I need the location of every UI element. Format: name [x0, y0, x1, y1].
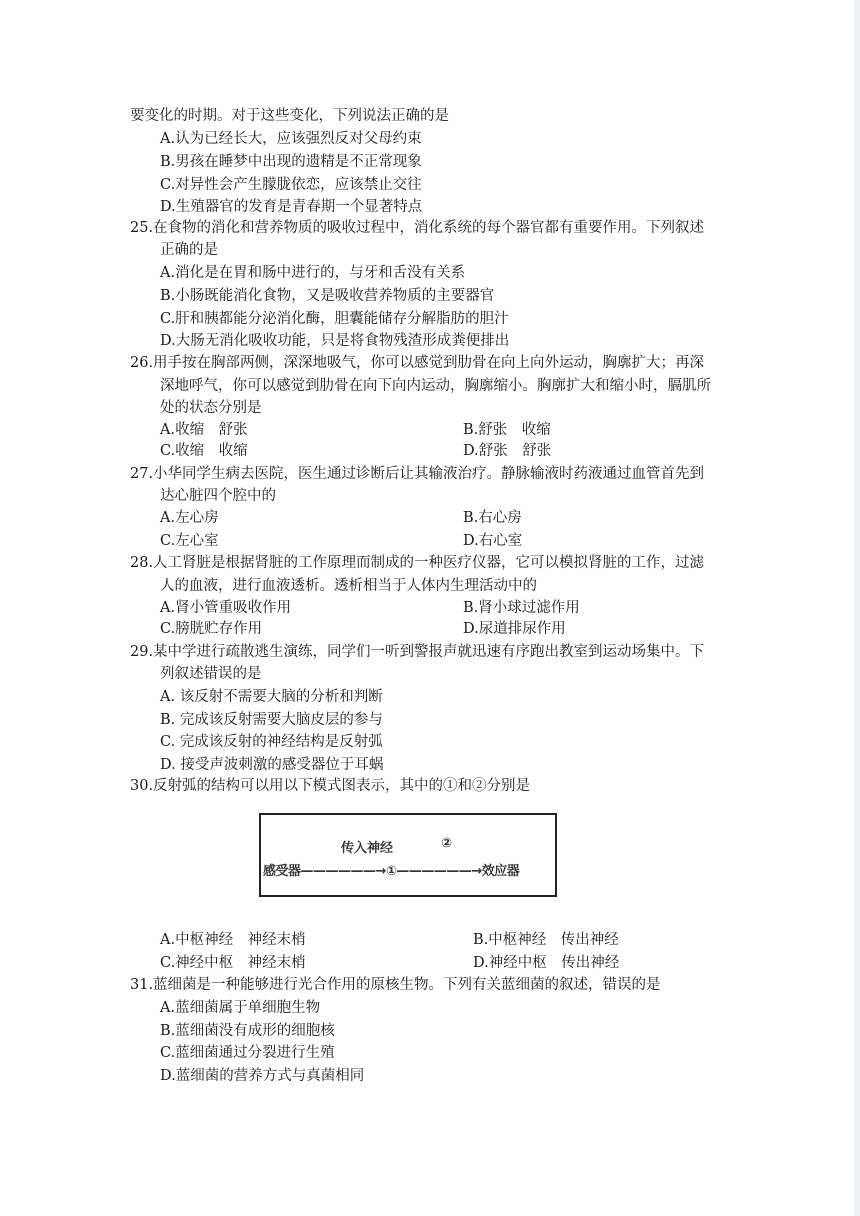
q25-stem: 25.在食物的消化和营养物质的吸收过程中，消化系统的每个器官都有重要作用。下列叙述: [130, 220, 705, 236]
q31-stem: 31.蓝细菌是一种能够进行光合作用的原核生物。下列有关蓝细菌的叙述，错误的是: [130, 977, 661, 993]
q24-option-d: D.生殖器官的发育是青春期一个显著特点: [160, 199, 423, 215]
q29-option-d: D. 接受声波刺激的感受器位于耳蜗: [160, 757, 384, 773]
q24-option-c: C.对异性会产生朦胧依恋，应该禁止交往: [160, 177, 422, 193]
reflex-arc-diagram: [259, 813, 557, 897]
q29-option-b: B. 完成该反射需要大脑皮层的参与: [160, 712, 383, 728]
page-edge-shadow: [854, 0, 860, 1216]
q28-option-c: C.膀胱贮存作用: [160, 621, 263, 637]
q29-option-c: C. 完成该反射的神经结构是反射弧: [160, 734, 383, 750]
q27-option-b: B.右心房: [463, 510, 522, 526]
q26-option-c: C.收缩 收缩: [160, 443, 248, 459]
q24-stem-cont: 要变化的时期。对于这些变化，下列说法正确的是: [130, 108, 449, 124]
q31-option-d: D.蓝细菌的营养方式与真菌相同: [160, 1068, 365, 1084]
q31-option-a: A.蓝细菌属于单细胞生物: [160, 1000, 321, 1016]
q30-option-b: B.中枢神经 传出神经: [473, 932, 619, 948]
q30-option-d: D.神经中枢 传出神经: [473, 955, 620, 971]
q28-stem-cont: 人的血液，进行血液透析。透析相当于人体内生理活动中的: [160, 578, 537, 594]
q28-option-b: B.肾小球过滤作用: [463, 600, 580, 616]
q26-stem-cont-2: 处的状态分别是: [160, 400, 262, 416]
q30-stem: 30.反射弧的结构可以用以下模式图表示，其中的①和②分别是: [130, 778, 531, 794]
q27-stem: 27.小华同学生病去医院，医生通过诊断后让其输液治疗。静脉输液时药液通过血管首先到: [130, 466, 705, 482]
q30-option-a: A.中枢神经 神经末梢: [160, 932, 306, 948]
q27-option-a: A.左心房: [160, 510, 219, 526]
q25-option-b: B.小肠既能消化食物，又是吸收营养物质的主要器官: [160, 288, 495, 304]
q27-stem-cont: 达心脏四个腔中的: [160, 488, 276, 504]
q24-option-b: B.男孩在睡梦中出现的遗精是不正常现象: [160, 154, 422, 170]
q31-option-c: C.蓝细菌通过分裂进行生殖: [160, 1045, 335, 1061]
q28-option-d: D.尿道排尿作用: [463, 621, 566, 637]
afferent-nerve-label: 传入神经: [341, 841, 394, 856]
q25-option-d: D.大肠无消化吸收功能，只是将食物残渣形成粪便排出: [160, 333, 510, 349]
q26-option-b: B.舒张 收缩: [463, 422, 551, 438]
q26-stem: 26.用手按在胸部两侧，深深地吸气，你可以感觉到肋骨在向上向外运动，胸廓扩大；再深: [130, 355, 705, 371]
reflex-arc-flow: 感受器——————→①——————→效应器: [263, 864, 520, 879]
q31-option-b: B.蓝细菌没有成形的细胞核: [160, 1023, 335, 1039]
q25-stem-cont: 正确的是: [160, 242, 218, 258]
q26-stem-cont: 深地呼气，你可以感觉到肋骨在向下向内运动，胸廓缩小。胸廓扩大和缩小时，膈肌所: [160, 378, 711, 394]
q29-option-a: A. 该反射不需要大脑的分析和判断: [160, 689, 383, 705]
q25-option-a: A.消化是在胃和肠中进行的，与牙和舌没有关系: [160, 265, 466, 281]
q26-option-a: A.收缩 舒张: [160, 422, 248, 438]
q28-stem: 28.人工肾脏是根据肾脏的工作原理而制成的一种医疗仪器，它可以模拟肾脏的工作，过滤: [130, 555, 705, 571]
circle-2-label: ②: [441, 836, 453, 851]
q28-option-a: A.肾小管重吸收作用: [160, 600, 292, 616]
q30-option-c: C.神经中枢 神经末梢: [160, 955, 306, 971]
q27-option-d: D.右心室: [463, 533, 523, 549]
q25-option-c: C.肝和胰都能分泌消化酶，胆囊能储存分解脂肪的胆汁: [160, 311, 509, 327]
q27-option-c: C.左心室: [160, 533, 219, 549]
q29-stem: 29.某中学进行疏散逃生演练，同学们一听到警报声就迅速有序跑出教室到运动场集中。下: [130, 644, 705, 660]
q26-option-d: D.舒张 舒张: [463, 443, 552, 459]
q29-stem-cont: 列叙述错误的是: [160, 666, 262, 682]
q24-option-a: A.认为已经长大，应该强烈反对父母约束: [160, 131, 422, 147]
